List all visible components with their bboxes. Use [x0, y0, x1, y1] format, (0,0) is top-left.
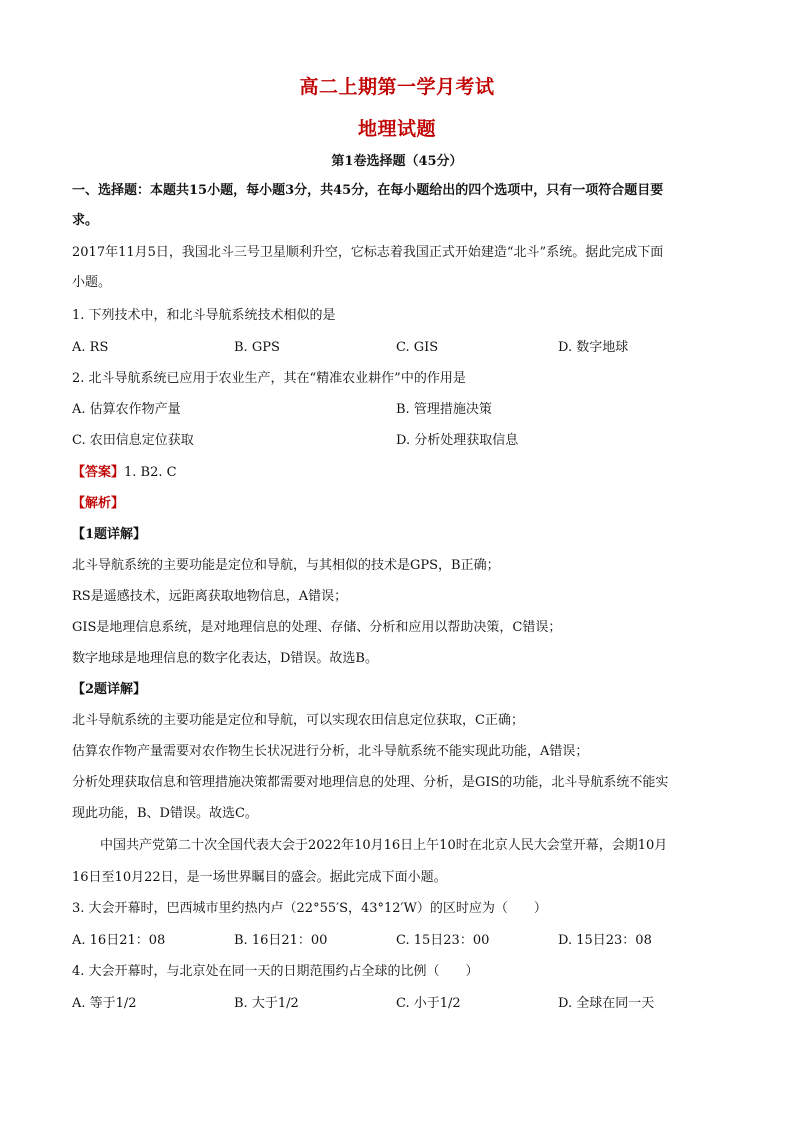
q1-option-b: B. GPS	[234, 340, 280, 355]
answer-value: 1. B2. C	[124, 465, 177, 480]
q2-option-a: A. 估算农作物产量	[72, 402, 181, 417]
detail-2-label: 【2题详解】	[72, 682, 147, 697]
question-1: 1. 下列技术中，和北斗导航系统技术相似的是	[72, 308, 336, 323]
instructions-line-1: 一、选择题：本题共15小题，每小题3分，共45分，在每小题给出的四个选项中，只有一项符合题目要	[72, 183, 664, 198]
question-2: 2. 北斗导航系统已应用于农业生产，其在“精准农业耕作”中的作用是	[72, 371, 466, 386]
detail-1-line-1: 北斗导航系统的主要功能是定位和导航，与其相似的技术是GPS，B正确；	[72, 558, 500, 573]
detail-2-line-1: 北斗导航系统的主要功能是定位和导航，可以实现农田信息定位获取，C正确；	[72, 713, 524, 728]
question-3: 3. 大会开幕时，巴西城市里约热内卢（22°55′S，43°12′W）的区时应为（ ）	[72, 901, 547, 916]
q3-option-c: C. 15日23：00	[396, 933, 490, 948]
q4-option-a: A. 等于1/2	[72, 996, 137, 1011]
detail-2-line-3: 分析处理获取信息和管理措施决策都需要对地理信息的处理、分析，是GIS的功能，北斗导航系统不能实	[72, 775, 669, 790]
q3-option-d: D. 15日23：08	[558, 933, 652, 948]
q1-option-c: C. GIS	[396, 340, 439, 355]
group2-stem-line-1: 中国共产党第二十次全国代表大会于2022年10月16日上午10时在北京人民大会堂开幕，会期10月	[100, 838, 668, 853]
question-4: 4. 大会开幕时，与北京处在同一天的日期范围约占全球的比例（ ）	[72, 964, 479, 979]
group1-stem-line-1: 2017年11月5日，我国北斗三号卫星顺利升空，它标志着我国正式开始建造“北斗”系统。据此完成下面	[72, 245, 664, 260]
q2-option-b: B. 管理措施决策	[396, 402, 492, 417]
detail-2-line-4: 现此功能，B、D错误。故选C。	[72, 806, 258, 821]
instructions-line-2: 求。	[72, 213, 99, 228]
detail-1-label: 【1题详解】	[72, 527, 147, 542]
q2-option-c: C. 农田信息定位获取	[72, 433, 194, 448]
q3-option-a: A. 16日21：08	[72, 933, 166, 948]
exam-title: 高二上期第一学月考试	[299, 76, 495, 98]
analysis-label: 【解析】	[72, 496, 125, 511]
answer-label: 【答案】	[72, 465, 125, 480]
section-heading: 第1卷选择题（45分）	[331, 154, 463, 169]
q1-option-a: A. RS	[72, 340, 109, 355]
group2-stem-line-2: 16日至10月22日，是一场世界瞩目的盛会。据此完成下面小题。	[72, 870, 447, 885]
q1-option-d: D. 数字地球	[558, 340, 629, 355]
q2-option-d: D. 分析处理获取信息	[396, 433, 519, 448]
detail-1-line-4: 数字地球是地理信息的数字化表达，D错误。故选B。	[72, 651, 378, 666]
subject-title: 地理试题	[357, 118, 436, 140]
q4-option-b: B. 大于1/2	[234, 996, 299, 1011]
analysis-line	[72, 495, 724, 513]
answer-line	[72, 464, 724, 482]
group1-stem-line-2: 小题。	[72, 275, 112, 290]
q4-option-d: D. 全球在同一天	[558, 996, 655, 1011]
detail-1-line-3: GIS是地理信息系统，是对地理信息的处理、存储、分析和应用以帮助决策，C错误；	[72, 620, 562, 635]
detail-2-line-2: 估算农作物产量需要对农作物生长状况进行分析，北斗导航系统不能实现此功能，A错误；	[72, 744, 589, 759]
q4-option-c: C. 小于1/2	[396, 996, 461, 1011]
detail-1-line-2: RS是遥感技术，远距离获取地物信息，A错误；	[72, 589, 348, 604]
q3-option-b: B. 16日21：00	[234, 933, 328, 948]
